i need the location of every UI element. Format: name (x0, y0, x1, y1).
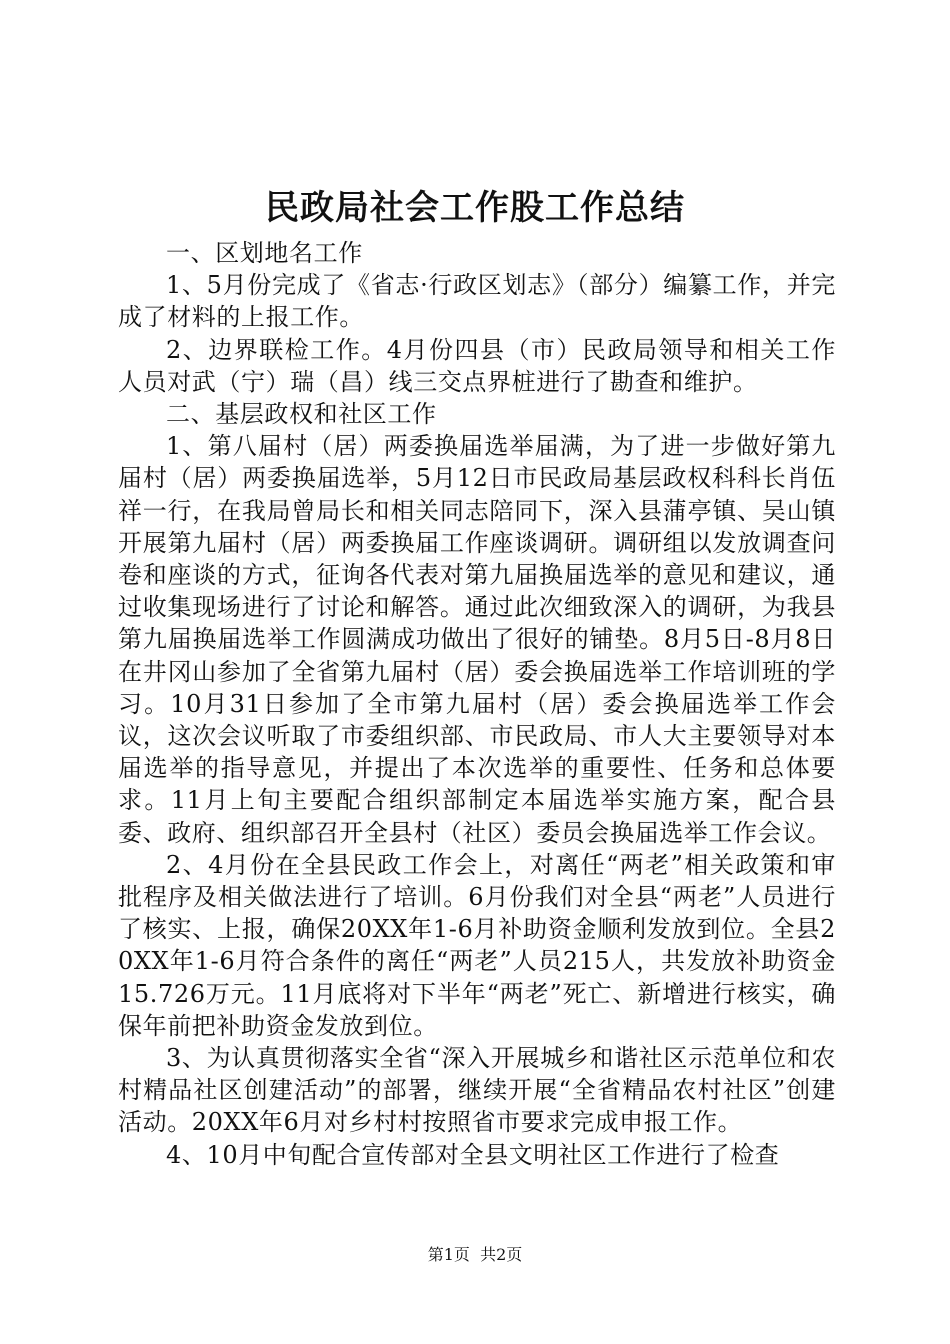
page-footer (0, 1244, 950, 1266)
paragraph: 2、边界联检工作。4月份四县（市）民政局领导和相关工作人员对武（宁）瑞（昌）线三交点界桩进行了勘查和维护。 (118, 335, 836, 396)
page-total: 共2页 (480, 1245, 523, 1264)
section-heading: 二、基层政权和社区工作 (166, 400, 437, 429)
page-number: 第1页 (427, 1245, 470, 1264)
paragraph: 4、10月中旬配合宣传部对全县文明社区工作进行了检查 (166, 1140, 780, 1169)
paragraph: 3、为认真贯彻落实全省“深入开展城乡和谐社区示范单位和农村精品社区创建活动”的部署，继续开展“全省精品农村社区”创建活动。20XX年6月对乡村村按照省市要求完成申报工作。 (118, 1044, 836, 1137)
document-body (118, 237, 836, 1171)
document-title: 民政局社会工作股工作总结 (265, 188, 685, 228)
section-heading: 一、区划地名工作 (166, 239, 363, 267)
paragraph: 1、第八届村（居）两委换届选举届满，为了进一步做好第九届村（居）两委换届选举，5月12日市民政局基层政权科科长肖伍祥一行，在我局曾局长和相关同志陪同下，深入县蒲亭镇、吴山镇开展第九届村（居）两委换届工作座谈调研。调研组以发放调查问卷和座谈的方式，征询各代表对第九届换届选举的意见和建议，通过收集现场进行了讨论和解答。通过此次细致深入的调研，为我县第九届换届选举工作圆满成功做出了很好的铺垫。8月5日-8月8日在井冈山参加了全省第九届村（居）委会换届选举工作培训班的学习。10月31日参加了全市第九届村（居）委会换届选举工作会议，这次会议听取了市委组织部、市民政局、市人大主要领导对本届选举的指导意见，并提出了本次选举的重要性、任务和总体要求。11月上旬主要配合组织部制定本届选举实施方案，配合县委、政府、组织部召开全县村（社区）委员会换届选举工作会议。 (118, 432, 836, 847)
paragraph: 1、5月份完成了《省志·行政区划志》（部分）编纂工作，并完成了材料的上报工作。 (118, 271, 836, 332)
paragraph: 2、4月份在全县民政工作会上，对离任“两老”相关政策和审批程序及相关做法进行了培训。6月份我们对全县“两老”人员进行了核实、上报，确保20XX年1-6月补助资金顺利发放到位。全县20XX年1-6月符合条件的离任“两老”人员215人，共发放补助资金15.726万元。11月底将对下半年“两老”死亡、新增进行核实，确保年前把补助资金发放到位。 (118, 850, 836, 1040)
